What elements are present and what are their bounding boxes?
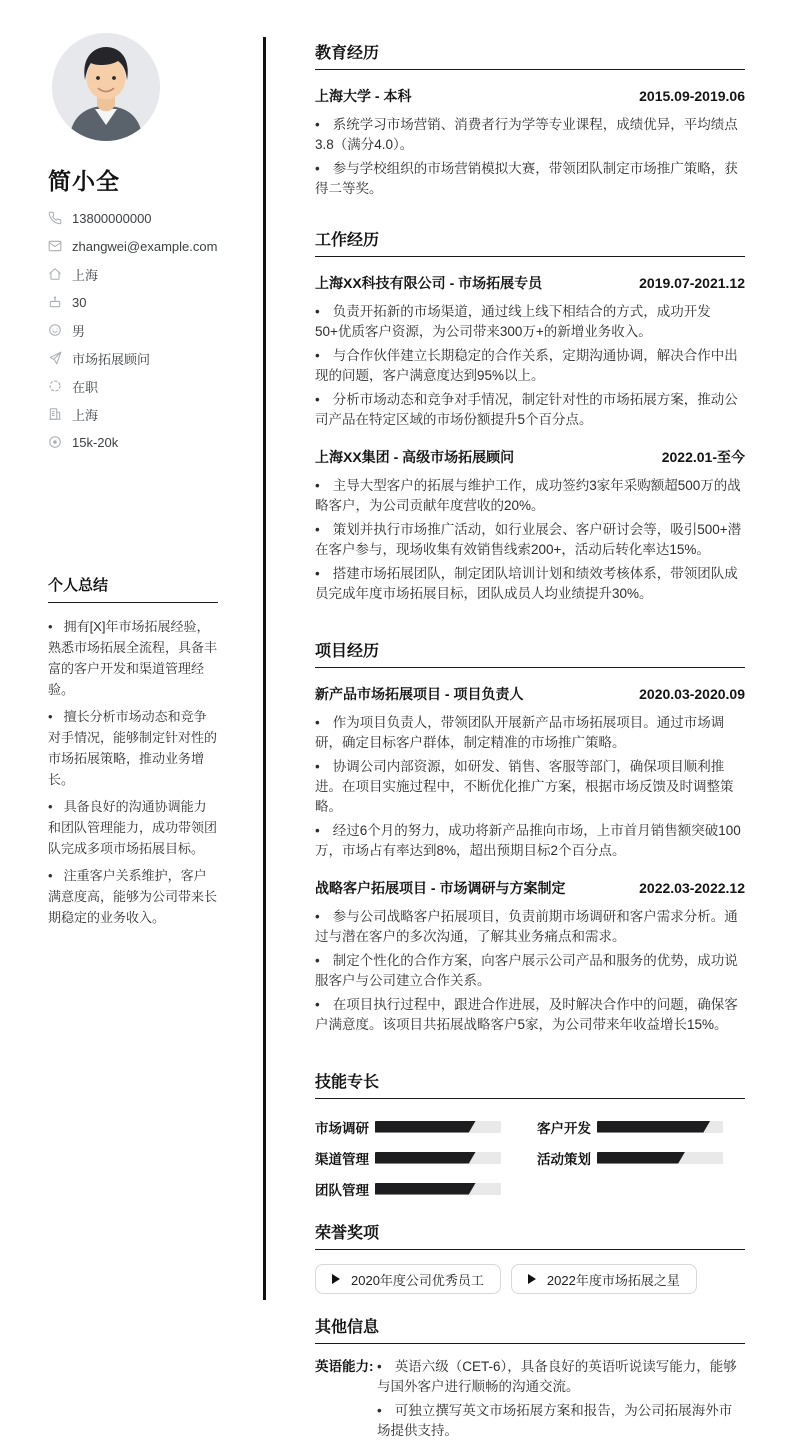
section-projects xyxy=(315,638,745,1035)
section-work xyxy=(315,227,745,604)
badge-text: 2022年度市场拓展之星 xyxy=(546,1272,680,1288)
contact-text: 上海 xyxy=(72,267,99,283)
bullet-item xyxy=(377,1357,745,1397)
skill-bar-fill xyxy=(375,1183,476,1195)
contact-list xyxy=(48,204,218,456)
age-icon xyxy=(48,295,62,309)
entry-title: 上海XX科技有限公司 - 市场拓展专员 xyxy=(315,275,543,291)
other-info-row xyxy=(315,1357,745,1445)
bullet-dot: • xyxy=(377,1359,382,1374)
entry-head xyxy=(315,684,745,704)
skill-bar-fill xyxy=(375,1121,476,1133)
bullet-item xyxy=(315,821,745,861)
bullet-text: 负责开拓新的市场渠道，通过线上线下相结合的方式，成功开发50+优质客户资源，为公司带来300万+的新增业务收入。 xyxy=(315,304,711,339)
bullet-text: 主导大型客户的拓展与维护工作，成功签约3家年采购额超500万的战略客户，为公司贡献年度营收的20%。 xyxy=(315,478,741,513)
vertical-divider xyxy=(263,37,266,1300)
bullet-text: 参与学校组织的市场营销模拟大赛，带领团队制定市场推广策略，获得二等奖。 xyxy=(315,161,738,196)
mail-icon xyxy=(48,239,62,253)
skill-row xyxy=(537,1142,745,1173)
contact-text: 在职 xyxy=(72,379,99,395)
skill-bar xyxy=(375,1121,501,1133)
bullet-dot: • xyxy=(48,619,53,634)
entry-date: 2022.03-2022.12 xyxy=(639,880,745,896)
summary-title: 个人总结 xyxy=(48,574,218,603)
skill-bar xyxy=(375,1152,501,1164)
other-bullets xyxy=(377,1357,745,1445)
play-icon xyxy=(528,1274,536,1284)
bullet-text: 可独立撰写英文市场拓展方案和报告，为公司拓展海外市场提供支持。 xyxy=(377,1403,733,1438)
summary-bullets xyxy=(48,616,218,928)
section-title: 工作经历 xyxy=(315,227,745,257)
bullet-item xyxy=(315,520,745,560)
entry-title: 新产品市场拓展项目 - 项目负责人 xyxy=(315,686,524,702)
bullet-dot: • xyxy=(315,348,320,363)
skill-bar xyxy=(597,1152,723,1164)
project-entry xyxy=(315,684,745,861)
contact-item-status xyxy=(48,372,218,400)
skill-bar-fill xyxy=(375,1152,476,1164)
education-entry xyxy=(315,86,745,199)
entry-date: 2022.01-至今 xyxy=(661,449,745,465)
bullet-item xyxy=(48,616,218,700)
play-icon xyxy=(332,1274,340,1284)
bullet-text: 经过6个月的努力，成功将新产品推向市场，上市首月销售额突破100万，市场占有率达到8%，超出预期目标2个百分点。 xyxy=(315,823,741,858)
bullet-item xyxy=(315,346,745,386)
skills-grid xyxy=(315,1111,745,1204)
bullet-dot: • xyxy=(315,117,320,132)
section-title: 教育经历 xyxy=(315,40,745,70)
bullet-dot: • xyxy=(315,997,320,1012)
home-icon xyxy=(48,267,62,281)
bullet-item xyxy=(315,159,745,199)
phone-icon xyxy=(48,211,62,225)
bullet-item xyxy=(48,706,218,790)
contact-item-work-city xyxy=(48,400,218,428)
entry-bullets xyxy=(315,907,745,1035)
position-icon xyxy=(48,351,62,365)
summary-section xyxy=(48,574,218,928)
contact-item-gender xyxy=(48,316,218,344)
honor-badge xyxy=(315,1264,501,1294)
bullet-dot: • xyxy=(315,823,320,838)
entry-bullets xyxy=(315,115,745,199)
bullet-text: 拥有[X]年市场拓展经验，熟悉市场拓展全流程，具备丰富的客户开发和渠道管理经验。 xyxy=(48,619,218,697)
bullet-dot: • xyxy=(315,522,320,537)
bullet-text: 英语六级（CET-6），具备良好的英语听说读写能力，能够与国外客户进行顺畅的沟通交流。 xyxy=(377,1359,737,1394)
section-title: 项目经历 xyxy=(315,638,745,668)
entry-title: 上海大学 - 本科 xyxy=(315,88,412,104)
skill-label: 渠道管理 xyxy=(315,1151,369,1167)
skills-left-column xyxy=(315,1111,537,1204)
bullet-dot: • xyxy=(48,868,53,883)
section-title: 其他信息 xyxy=(315,1314,745,1344)
bullet-dot: • xyxy=(315,715,320,730)
bullet-text: 制定个性化的合作方案，向客户展示公司产品和服务的优势，成功说服客户与公司建立合作关系。 xyxy=(315,953,738,988)
skill-label: 市场调研 xyxy=(315,1120,369,1136)
bullet-text: 搭建市场拓展团队，制定团队培训计划和绩效考核体系，带领团队成员完成年度市场拓展目标，团队成员人均业绩提升30%。 xyxy=(315,566,738,601)
sidebar xyxy=(48,30,218,934)
portrait-illustration xyxy=(52,33,160,141)
status-icon xyxy=(48,379,62,393)
entry-bullets xyxy=(315,713,745,861)
badge-text: 2020年度公司优秀员工 xyxy=(351,1272,484,1288)
skills-right-column xyxy=(537,1111,745,1204)
skill-label: 客户开发 xyxy=(537,1120,591,1136)
contact-text: 13800000000 xyxy=(72,210,152,226)
bullet-text: 擅长分析市场动态和竞争对手情况，能够制定针对性的市场拓展策略，推动业务增长。 xyxy=(48,709,218,787)
entry-head xyxy=(315,273,745,293)
bullet-text: 在项目执行过程中，跟进合作进展，及时解决合作中的问题，确保客户满意度。该项目共拓展战略客户5家，为公司带来年收益增长15%。 xyxy=(315,997,738,1032)
contact-text: 30 xyxy=(72,294,87,310)
bullet-item xyxy=(315,115,745,155)
entry-title: 上海XX集团 - 高级市场拓展顾问 xyxy=(315,449,515,465)
bullet-dot: • xyxy=(315,304,320,319)
entry-date: 2019.07-2021.12 xyxy=(639,275,745,291)
bullet-dot: • xyxy=(48,799,53,814)
skill-label: 活动策划 xyxy=(537,1151,591,1167)
bullet-dot: • xyxy=(315,759,320,774)
bullet-dot: • xyxy=(315,566,320,581)
entry-date: 2020.03-2020.09 xyxy=(639,686,745,702)
bullet-dot: • xyxy=(315,392,320,407)
bullet-item xyxy=(315,907,745,947)
bullet-dot: • xyxy=(315,953,320,968)
bullet-item xyxy=(315,476,745,516)
bullet-item xyxy=(315,302,745,342)
skill-row xyxy=(315,1111,537,1142)
contact-item-age xyxy=(48,288,218,316)
contact-item-email xyxy=(48,232,218,260)
other-label: 英语能力: xyxy=(315,1359,374,1374)
bullet-dot: • xyxy=(315,909,320,924)
work-entry xyxy=(315,447,745,604)
entry-head xyxy=(315,447,745,467)
bullet-dot: • xyxy=(48,709,53,724)
skill-bar-fill xyxy=(597,1152,685,1164)
bullet-text: 注重客户关系维护，客户满意度高，能够为公司带来长期稳定的业务收入。 xyxy=(48,868,218,925)
bullet-item xyxy=(377,1401,745,1441)
bullet-dot: • xyxy=(315,161,320,176)
main-content xyxy=(315,40,745,1445)
entry-bullets xyxy=(315,302,745,430)
entry-head xyxy=(315,86,745,106)
contact-text: 15k-20k xyxy=(72,434,119,450)
contact-text: 上海 xyxy=(72,407,99,423)
company-icon xyxy=(48,407,62,421)
bullet-item xyxy=(315,757,745,817)
contact-text: 男 xyxy=(72,323,86,339)
bullet-text: 参与公司战略客户拓展项目，负责前期市场调研和客户需求分析。通过与潜在客户的多次沟通，了解其业务痛点和需求。 xyxy=(315,909,738,944)
contact-text: 市场拓展顾问 xyxy=(72,351,151,367)
candidate-name: 简小全 xyxy=(48,168,120,194)
project-entry xyxy=(315,878,745,1035)
bullet-text: 作为项目负责人，带领团队开展新产品市场拓展项目。通过市场调研，确定目标客户群体，制定精准的市场推广策略。 xyxy=(315,715,725,750)
gender-icon xyxy=(48,323,62,337)
honor-badge xyxy=(511,1264,697,1294)
bullet-item xyxy=(48,865,218,928)
skill-row xyxy=(537,1111,745,1142)
bullet-item xyxy=(315,564,745,604)
entry-head xyxy=(315,878,745,898)
skill-row xyxy=(315,1142,537,1173)
skill-bar-fill xyxy=(597,1121,710,1133)
contact-text: zhangwei@example.com xyxy=(72,238,218,254)
contact-item-city xyxy=(48,260,218,288)
contact-item-phone xyxy=(48,204,218,232)
entry-title: 战略客户拓展项目 - 市场调研与方案制定 xyxy=(315,880,566,896)
bullet-item xyxy=(315,951,745,991)
bullet-dot: • xyxy=(377,1403,382,1418)
entry-bullets xyxy=(315,476,745,604)
bullet-item xyxy=(315,995,745,1035)
bullet-text: 系统学习市场营销、消费者行为学等专业课程，成绩优异，平均绩点3.8（满分4.0）。 xyxy=(315,117,738,152)
skill-bar xyxy=(375,1183,501,1195)
bullet-item xyxy=(48,796,218,859)
section-other xyxy=(315,1314,745,1445)
skill-label: 团队管理 xyxy=(315,1182,369,1198)
skill-bar xyxy=(597,1121,723,1133)
bullet-text: 策划并执行市场推广活动，如行业展会、客户研讨会等，吸引500+潜在客户参与，现场收集有效销售线索200+，活动后转化率达15%。 xyxy=(315,522,742,557)
section-title: 技能专长 xyxy=(315,1069,745,1099)
contact-item-position xyxy=(48,344,218,372)
bullet-text: 分析市场动态和竞争对手情况，制定针对性的市场拓展方案，推动公司产品在特定区域的市场份额提升5个百分点。 xyxy=(315,392,738,427)
bullet-text: 协调公司内部资源，如研发、销售、客服等部门，确保项目顺利推进。在项目实施过程中，不断优化推广方案，根据市场反馈及时调整策略。 xyxy=(315,759,734,814)
entry-date: 2015.09-2019.06 xyxy=(639,88,745,104)
bullet-text: 与合作伙伴建立长期稳定的合作关系，定期沟通协调，解决合作中出现的问题，客户满意度达到95%以上。 xyxy=(315,348,738,383)
work-entry xyxy=(315,273,745,430)
avatar xyxy=(52,33,160,141)
honor-badges xyxy=(315,1264,745,1294)
contact-item-salary xyxy=(48,428,218,456)
section-education xyxy=(315,40,745,199)
section-honors xyxy=(315,1220,745,1294)
bullet-item xyxy=(315,713,745,753)
skill-row xyxy=(315,1173,537,1204)
bullet-text: 具备良好的沟通协调能力和团队管理能力，成功带领团队完成多项市场拓展目标。 xyxy=(48,799,218,856)
section-skills xyxy=(315,1069,745,1204)
section-title: 荣誉奖项 xyxy=(315,1220,745,1250)
bullet-item xyxy=(315,390,745,430)
bullet-dot: • xyxy=(315,478,320,493)
salary-icon xyxy=(48,435,62,449)
